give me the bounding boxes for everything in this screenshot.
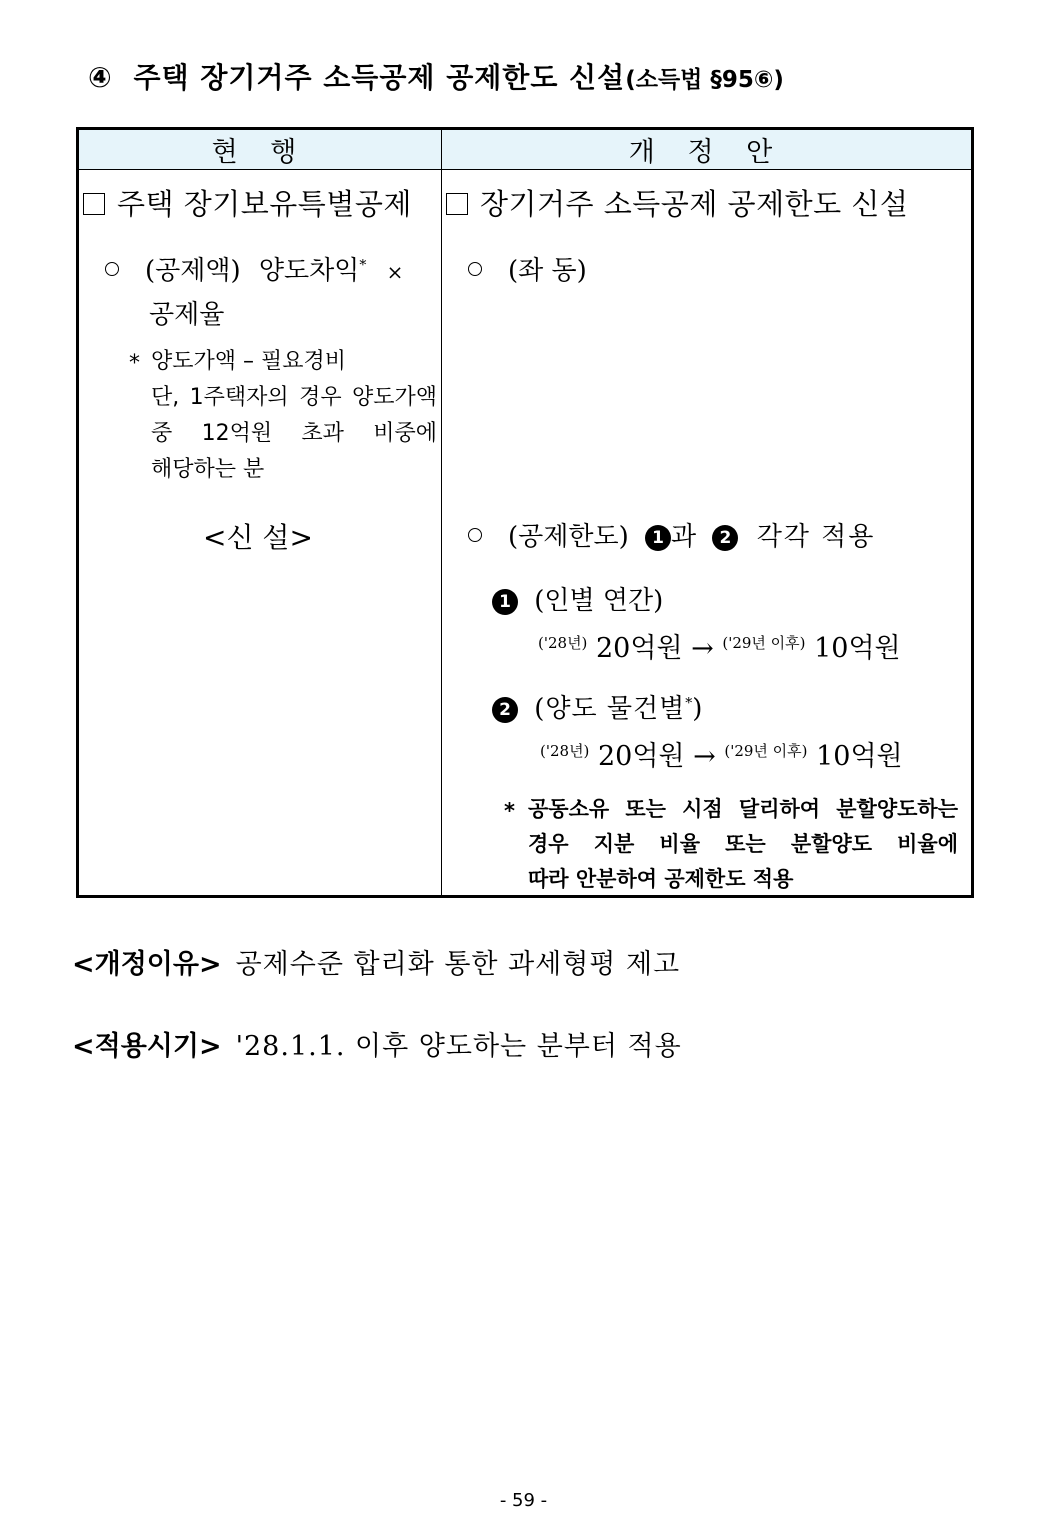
section-marker: ④ — [88, 61, 113, 94]
revision-reason-text: 공제수준 합리화 통한 과세형평 제고 — [235, 949, 681, 980]
page-number: - 59 - — [499, 1490, 548, 1511]
application-timing — [72, 1024, 682, 1063]
new-tag: <신 설> — [203, 521, 313, 554]
proposed-item-limit: (공제한도) 1 과 2 각각 적용 — [468, 516, 875, 553]
number-1-icon: 1 — [645, 525, 671, 551]
proposed-note-star: * — [504, 799, 515, 823]
current-box-heading: 주택 장기보유특별공제 — [83, 182, 412, 223]
comparison-table — [76, 127, 974, 898]
proposed-cell — [442, 170, 973, 897]
circle-bullet-icon — [468, 262, 482, 276]
arrow-right-icon: → — [693, 741, 716, 772]
section-title — [88, 56, 784, 96]
number-2-icon: 2 — [492, 697, 518, 723]
limit-per-person: 1 (인별 연간) — [492, 580, 663, 617]
limit-per-property: 2 (양도 물건별*) — [492, 688, 702, 725]
circle-bullet-icon — [105, 262, 119, 276]
header-current: 현 행 — [78, 129, 442, 170]
number-2-icon: 2 — [712, 525, 738, 551]
proposed-note: 공동소유 또는 시점 달리하여 분할양도하는 경우 지분 비율 또는 분할양도 비율에 따라 안분하여 공제한도 적용 — [528, 797, 958, 891]
section-law-ref: (소득법 §95⑥) — [625, 67, 784, 93]
proposed-box-heading: 장기거주 소득공제 공제한도 신설 — [446, 182, 908, 223]
proposed-item-same: (좌 동) — [468, 250, 587, 287]
header-proposed: 개 정 안 — [442, 129, 973, 170]
revision-reason — [72, 942, 680, 981]
square-bullet-icon — [446, 193, 468, 215]
current-note-star: * — [129, 351, 140, 376]
section-title-text: 주택 장기거주 소득공제 공제한도 신설 — [133, 61, 626, 94]
application-timing-label: <적용시기> — [72, 1031, 222, 1062]
current-cell — [78, 170, 442, 897]
number-1-icon: 1 — [492, 589, 518, 615]
application-timing-text: '28.1.1. 이후 양도하는 분부터 적용 — [235, 1031, 682, 1062]
current-item-deduction-line2: 공제율 — [149, 300, 225, 330]
revision-reason-label: <개정이유> — [72, 949, 222, 980]
current-note: 양도가액 – 필요경비 단, 1주택자의 경우 양도가액 중 12억원 초과 비중에 해당하는 분 — [151, 349, 437, 482]
limit-per-person-amounts: $^{('28년)}$ 20억원 → $^{('29년 이후)}$ 10억원 — [538, 633, 901, 664]
circle-bullet-icon — [468, 528, 482, 542]
arrow-right-icon: → — [691, 633, 714, 664]
square-bullet-icon — [83, 193, 105, 215]
current-item-deduction: (공제액) 양도차익* × — [105, 250, 403, 287]
limit-per-property-amounts: $^{('28년)}$ 20억원 → $^{('29년 이후)}$ 10억원 — [540, 741, 903, 772]
